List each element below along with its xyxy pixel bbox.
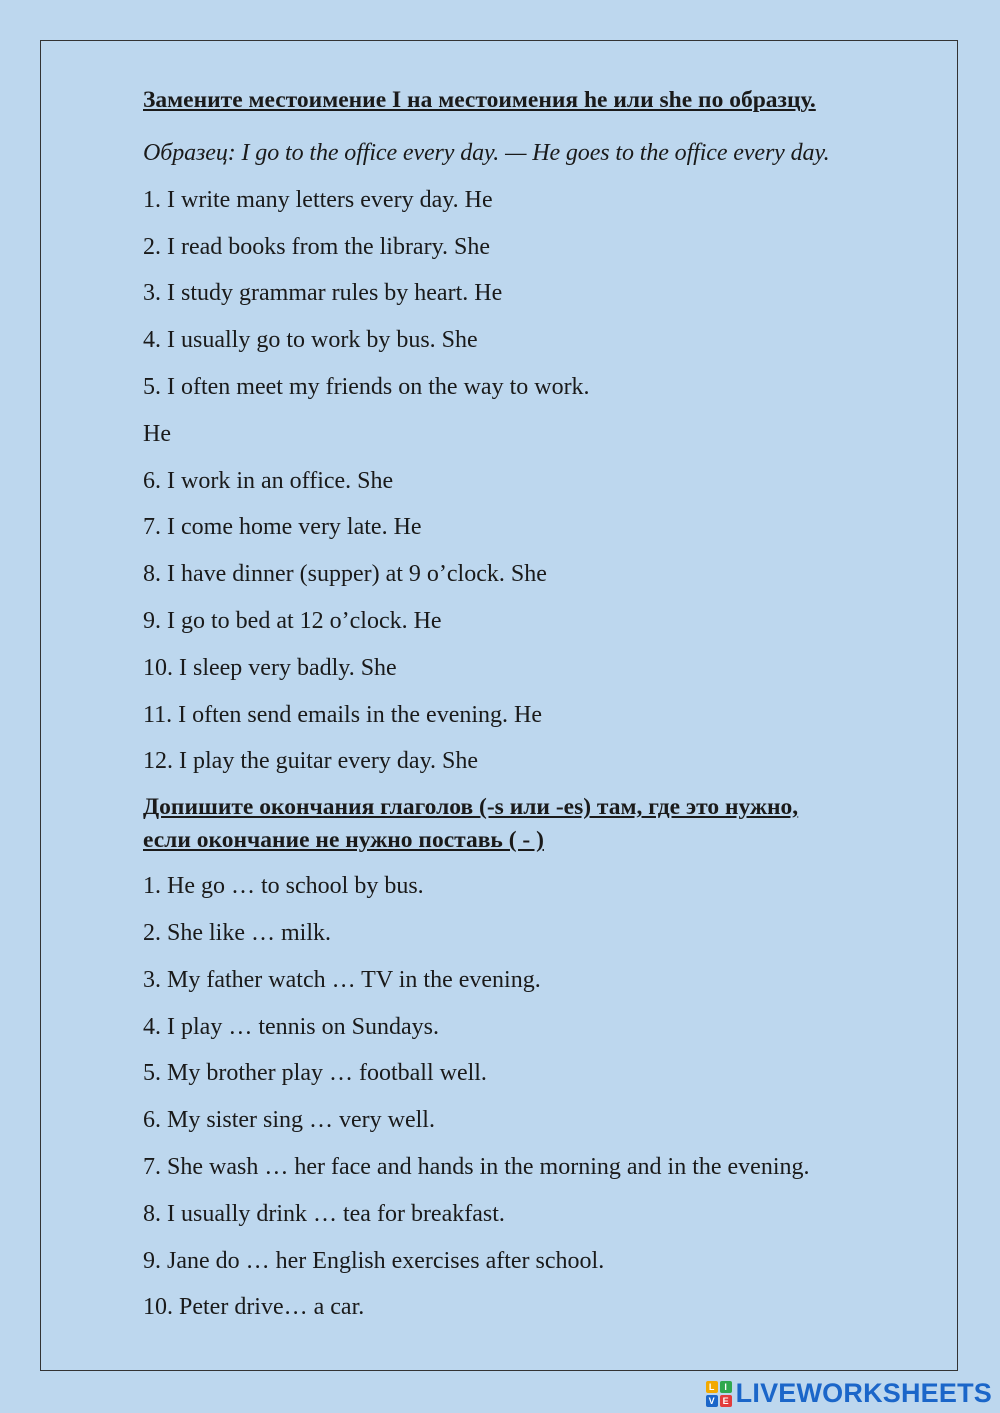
task2-heading-line1: Допишите окончания глаголов (-s или -es) там, где это нужно,: [143, 794, 799, 821]
liveworksheets-wordmark: LIVEWORKSHEETS: [735, 1378, 992, 1408]
task2-item-2: 2. She like … milk.: [143, 919, 331, 946]
task1-item-6: 6. I work in an office. She: [143, 467, 394, 494]
task1-item-5: 5. I often meet my friends on the way to work.: [143, 373, 590, 400]
task1-item-11: 11. I often send emails in the evening. He: [143, 701, 542, 728]
liveworksheets-mark-icon: [706, 1381, 732, 1407]
worksheet-content: [143, 84, 943, 1331]
task2-item-8: 8. I usually drink … tea for breakfast.: [143, 1200, 505, 1227]
task2-item-6: 6. My sister sing … very well.: [143, 1107, 435, 1134]
task1-item-9: 9. I go to bed at 12 o’clock. He: [143, 607, 442, 634]
task1-item-12: 12. I play the guitar every day. She: [143, 748, 479, 775]
task2-heading-line2: если окончание не нужно поставь ( - ): [143, 827, 544, 854]
task1-example: Образец: I go to the office every day. — He goes to the office every day.: [143, 140, 830, 166]
task1-item-3: 3. I study grammar rules by heart. He: [143, 280, 503, 307]
logo-mark-letter: E: [720, 1395, 732, 1407]
liveworksheets-logo: [706, 1378, 992, 1409]
task1-item-2: 2. I read books from the library. She: [143, 233, 491, 260]
task2-item-10: 10. Peter drive… a car.: [143, 1294, 365, 1321]
logo-mark-letter: L: [706, 1381, 718, 1393]
logo-mark-letter: V: [706, 1395, 718, 1407]
task2-item-1: 1. He go … to school by bus.: [143, 873, 424, 900]
task2-item-5: 5. My brother play … football well.: [143, 1060, 487, 1087]
task1-item-8: 8. I have dinner (supper) at 9 o’clock. She: [143, 561, 547, 588]
task1-item-7: 7. I come home very late. He: [143, 514, 422, 541]
task1-item-5-continued: He: [143, 420, 171, 447]
task2-heading: [143, 791, 943, 857]
logo-mark-letter: I: [720, 1381, 732, 1393]
task2-item-9: 9. Jane do … her English exercises after school.: [143, 1247, 605, 1274]
task2-item-7: 7. She wash … her face and hands in the morning and in the evening.: [143, 1153, 810, 1180]
task2-item-3: 3. My father watch … TV in the evening.: [143, 966, 541, 993]
task1-item-1: 1. I write many letters every day. He: [143, 186, 493, 213]
task1-heading: Замените местоимение I на местоимения he или she по образцу.: [143, 87, 816, 113]
task1-item-10: 10. I sleep very badly. She: [143, 654, 397, 681]
task2-item-4: 4. I play … tennis on Sundays.: [143, 1013, 439, 1040]
task1-item-4: 4. I usually go to work by bus. She: [143, 327, 478, 354]
